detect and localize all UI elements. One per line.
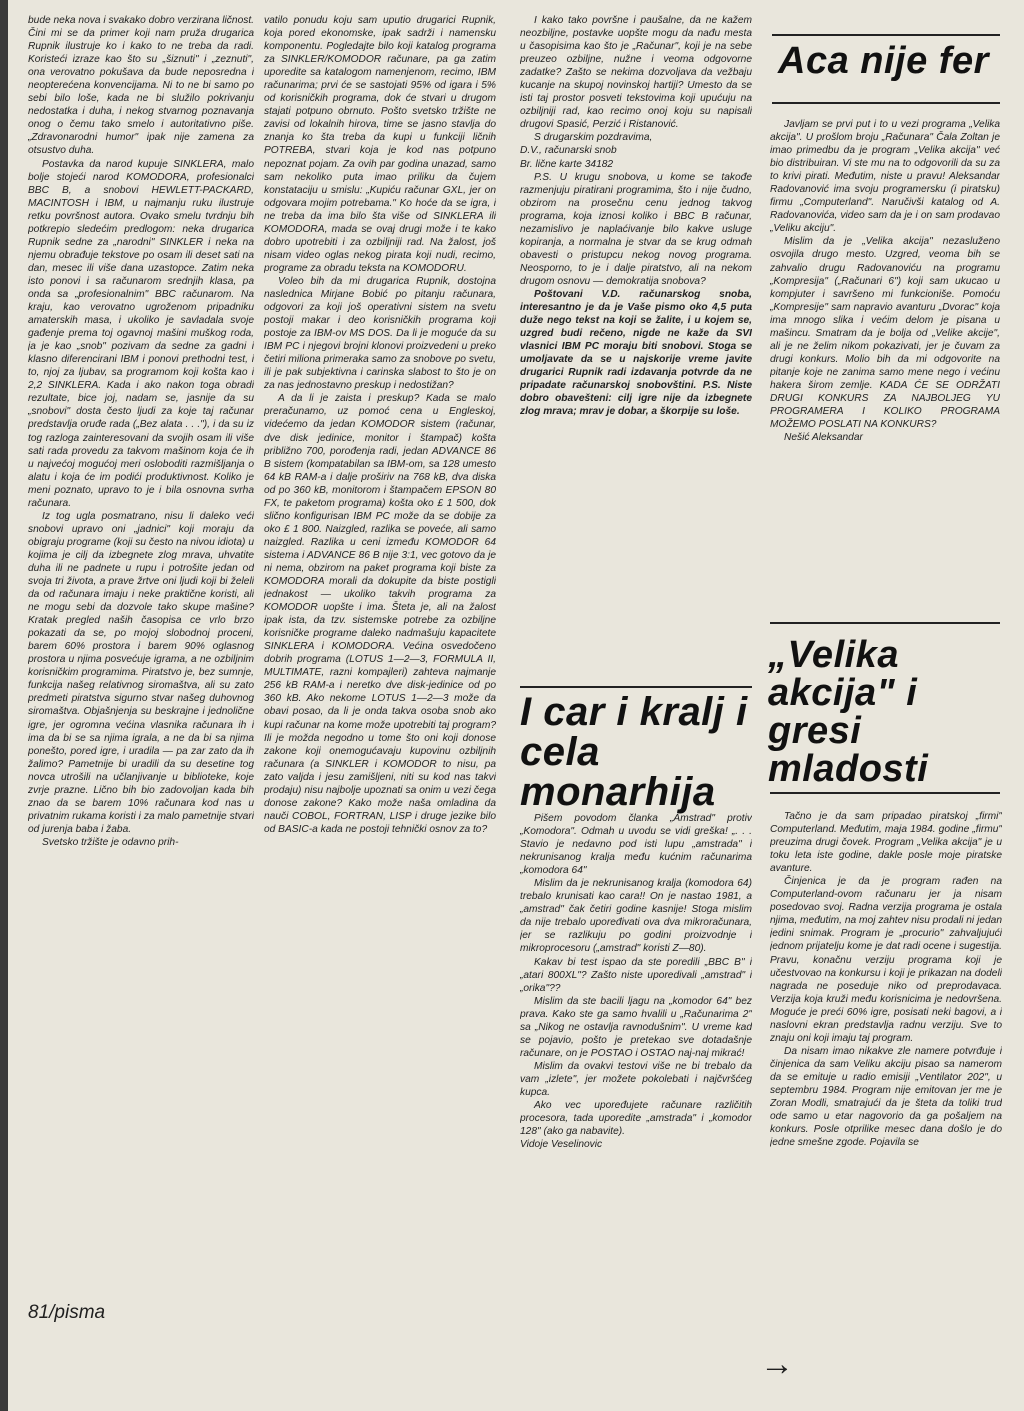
paragraph: bude neka nova i svakako dobro verzirana ličnost. Čini mi se da primer koji nam pruža drugarica Rupnik ilustruje ko i kako to ne treba da radi. Koristeći izraze kao što su „šiznuti" i „zeznuti", ona verovatno pokušava da bude neposredna i neopterećena konvencijama. Ni to ne bi samo po sebi bilo loše, kada ne bi služilo pokrivanju nedostatka i duha, i nekog stvarnog poznavanja onog o čemu tako smelo i autoritativno piše. „Zdravonarodni humor" ipak nije zamena za otsustvo duha. [28,15,254,157]
signature-line: Vidoje Veselinovic [520,1139,603,1151]
continue-arrow-icon: → [760,1345,794,1383]
paragraph: Tačno je da sam pripadao piratskoj „firmi" Computerland. Međutim, maja 1984. godine „firmu" preuzima drugi čovek. Program „Velika akcija" je u toku leta iste godine, dakle posle moje piratske avanture. [770,811,1002,875]
paragraph: Pišem povodom članka „Amstrad" protiv „Komodora". Odmah u uvodu se vidi greška! „. . . Stavio je nedavno pod isti lupu „amstrada" i nekrunisanog kralja među kućnim računarima „komodora 64" [520,813,752,877]
signature-line: S drugarskim pozdravima, [534,132,653,144]
paragraph: I kako tako površne i paušalne, da ne kažem neozbiljne, postavke uopšte mogu da nađu mesta u časopisima kao što je „Računar", koji je na sebe preuzeo ozbiljne, nužne i veoma odgovorne zadatke? Zašto se nekima dozvoljava da vežbaju kucanje na skupoj novinskoj hartiji? Umesto da se isti taj prostor posveti tekstovima koji upućuju na ozbiljniji rad, kao recimo onoj koju su napisali drugovi Spasić, Perzić i Ristanović. [520,15,752,131]
paragraph: Kakav bi test ispao da ste poredili „BBC B" i „atari 800XL"? Zašto niste uporedivali „amstrad" i „orika"?? [520,956,752,994]
paragraph: Svetsko tržište je odavno prih- [42,836,179,848]
paragraph: Mislim da je „Velika akcija" nezasluženo osvojila drugo mesto. Uzgred, veoma bih se zahvalio drugu Radovanoviću na programu „Kompresija" („Računari 6") koji sam ukucao u kompjuter i savršeno mi funkcioniše. Pomoću „Kompresije" sam napravio avanturu „Dvorac" koja ima mnogo slika i većim delom je pisana u mašincu. Smatram da je bolja od „Velike akcije", ali je ne želim nikom pokazivati, jer je čuvam za drugi konkurs. Molio bih da mi odgovorite na pitanje koje ne zanima samo mene nego i većinu hakera širom zemlje. KADA ĆE SE ODRŽATI DRUGI KONKURS ZA NAJBOLJEG YU PROGRAMERA I KOLIKO PROGRAMA MOŽEMO POSLATI NA KONKURS? [770,236,1000,431]
divider [520,686,752,688]
divider [770,622,1000,624]
signature-line: Nešić Aleksandar [784,432,863,444]
page-edge-shadow [0,0,8,1411]
signature-line: D.V., računarski snob [520,145,617,157]
paragraph: Mislim da ovakvi testovi više ne bi trebalo da vam „izlete", jer možete pokolebati i najčvršćeg kupca. [520,1060,752,1098]
column-1 [28,14,254,1289]
paragraph: Činjenica je da je program rađen na Computerland-ovom računaru jer ja nisam posedovao svoj. Radna verzija programa je ostala njima, međutim, na moj zahtev nisu prodali ni jedan jedini snimak. Program je „procurio" zahvaljujući jednom prijatelju kome je dat radi ocene i sugestija. Pravu, konačnu verziju programa koji je učestvovao na konkursu i koji je prikazan na dodeli nagrada ne poseduje niko od preprodavaca. Verzija koja kruži među korisnicima je nedovršena. Moguće je preći 60% igre, posisati neki bagovi, a i naslovni ekran predstavlja radnu verziju. Sve to znaju oni koji imaju taj program. [770,876,1002,1044]
editor-reply: Poštovani V.D. računarskog snoba, interesantno je da je Vaše pismo oko 4,5 puta duže nego tekst na koji se žalite, i u kojem se, uzgred budi rečeno, nigde ne kaže da SVI vlasnici IBM PC moraju biti snobovi. Stoga se umoljavate da se u najskorije vreme javite drugarici Rupnik radi izdavanja potvrde da ne pripadate računarskoj snobovštini. P.S. Niste dobro obavešteni: cilj igre nije da izbegnete zlog mrava; mrav je dobar, a škorpije su loše. [520,288,752,418]
paragraph: P.S. U krugu snobova, u kome se takođe razmenjuju piratirani programima, što i nije čudno, obzirom na prosečnu cenu jednog takvog programa, koja iznosi koliko i BBC B računar, nezamislivo je naplaćivanje bilo kakve usluge kopiranja, a normalna je stvar da se krug odmah obavesti o pristupcu nekog novog programa. Neosporno, to je i dalje piratstvo, ali na nekom drugom osnovu — demokratija snobova? [520,171,752,287]
page-number: 81/pisma [28,1302,106,1323]
divider [772,102,1000,104]
headline-car-i-kralj: I car i kralj i cela monarhija [520,690,748,814]
column-3-letter-2 [520,812,752,1352]
paragraph: A da li je zaista i preskup? Kada se malo preračunamo, uz pomoć cena u Engleskoj, videćemo da jedan KOMODOR sistem (računar, dve disk jedinice, monitor i štampač) košta približno 700, porođenja radi, jedan ADVANCE 86 B sistem (kompatabilan sa IBM-om, sa 128 umesto 64 kB RAM-a i dalje proširiv na 768 kB, dva diska od po 360 kB, monitorom i štampačem EPSON 80 FX, te paketom programa) košta oko £ 1 500, dok slično konfigurisan IBM PC može da se dobije za oko £ 1 800. Naizgled, razlika se poveće, ali samo naizgled. Razlika u ceni između KOMODOR 64 sistema i ADVANCE 86 B nije 3:1, vec gotovo da je ni nema, obzirom na paket programa koji biste za KOMODORA morali da dokupite da biste postigli jednakost — ukoliko takvih programa za KOMODOR uopšte i ima. Šteta je, ali na žalost ipak ista, da tzv. sistemske potrebe za ozbiljne korisničke programe daleko nadmašuju kapacitete SINKLERA i KOMODORA. Većina osvedočeno dobrih programa (LOTUS 1—2—3, FORMULA II, MULTIMATE, razni kompajleri) zahteva najmanje 256 kB RAM-a i neretko dve disk-jedinice od po 360 kB. Ako nekome LOTUS 1—2—3 može da obavi posao, da li je onda takva osoba snob ako kupi računar na kome može upotrebiti taj program? Ili je možda negodno u tome što oni koji donose zakone koji onemogućavaju kupovinu ozbiljnih računara (a SINKLER i KOMODOR to nisu, pa zato valjda i jesu zamišljeni, niti su kod nas takvi prodaju) nisu najbolje upoznati sa onim u vezi čega donose zakone? Kako može naša omladina da nauči COBOL, FORTRAN, LISP i druge jezike bilo od BASIC-a kada ne postoji tehnički osnov za to? [264,393,496,835]
paragraph: Da nisam imao nikakve zle namere potvrđuje i činjenica da sam Veliku akciju pisao sa namerom da se emituje u radio emisiji „Ventilator 202", u septembru 1984. Program nije emitovan jer me je Zoran Modli, smatrajući da je šteta da toliki trud ode samo u etar nagovorio da ga pošaljem na konkurs. Posle otprilike mesec dana došlo je do jedne smešne zgode. Pojavila se [770,1045,1002,1149]
signature-line: Br. lične karte 34182 [520,158,614,170]
paragraph: Javljam se prvi put i to u vezi programa „Velika akcija". U prošlom broju „Računara" Čala Zoltan je imao primedbu da je program „Velika akcija" već bio distribuiran. Vi ste mu na to odgovorili da su za to krivi pirati. Međutim, niste u pravu! Aleksandar Radovanović ima svoju programersku (i piratsku) firmu „Computerland". Naručivši katalog od A. Radovanovića, video sam da je i on sam prodavao „Veliku akciju". [770,119,1000,235]
column-4-reply [770,810,1002,1370]
headline-velika-akcija: „Velika akcija" i gresi mladosti [768,634,929,790]
paragraph: Postavka da narod kupuje SINKLERA, malo bolje stojeći narod KOMODORA, profesionalci BBC B, a snobovi HEWLETT-PACKARD, MACINTOSH i IBM, u najmanju ruku ilustruje retku površnost autora. Ovako smelu tvrdnju bih potkrepio sledećim predlogom: neka drugarica Rupnik sedne za „narodni" SINKLER i neka na njemu obrađuje tekstove po osam ili deset sati na dan, mesec ili više dana uzastopce. Zatim neka isto ponovi i sa računarom srednjih klasa, pa onda sa „profesionalnim" BBC računarom. Na kraju, kao verovatno ugroženom pripadniku amaterskih masa, i ukoliko je savladala svoje gađenje prema toj ogavnoj mašini muškog roda, ja je kao „snob" pozivam da sedne za gadni i klasno diferencirani IBM i ponovi prethodni test, i to, njoj za ljubav, sa programom koji košta kao i 2,2 SINKLERA. Kada i ako nakon toga obradi rezultate, bice joj, nadam se, jasnije da su „snobovi" dosta često ljudi za koje taj računar predstavlja oruđe rada („Bez alata . . ."), i da su iz tog razloga zainteresovani da svojih osam ili više sati rada provedu za takvom mašinom koja će ih u najvećoj mogućoj meri osloboditi razmišljanja o alatu i koja će im podići produktivnost. Koliko je meni poznato, upravo to je i bila osnovna svrha računara. [28,158,254,509]
paragraph: Ako vec upoređujete računare različitih procesora, tada uporedite „amstrada" i „komodor 128" (ako ga nabavite). [520,1100,752,1138]
column-4-letter [770,118,1000,613]
divider [770,792,1000,794]
paragraph: vatilo ponudu koju sam uputio drugarici Rupnik, koja pored ekonomske, ipak sadrži i namensku komponentu. Pogledajte bilo koji katalog programa za SINKLER/KOMODOR računare, pa ga zatim uporedite sa katalogom namenjenom, recimo, IBM računarima; prvi će se sastojati 95% od igara i 5% od korisničkih programa, dok će stvari u drugom stajati potpuno obrnuto. Pošto svetsko tržište ne zavisi od lokalnih hirova, time se jasno stavlja do znanja ko šta treba da kupi u funkciji ličnih POTREBA, stvari koja je kod nas potpuno nepoznat pojam. Za ovih par godina unazad, samo sam nekoliko puta imao priliku da čujem konstataciju u smislu: „Kupiću računar GXL, jer on odgovara mojim potrebama." Ko hoće da se igra, i ne treba da ima bilo šta više od SINKLERA ili KOMODORA, mada se ovaj drugi može i te kako dobro upotrebiti i za ozbiljniji rad. Na žalost, još nisam video oglas nekog pirata koji nudi, recimo, programe za obradu teksta na KOMODORU. [264,15,496,274]
paragraph: Voleo bih da mi drugarica Rupnik, dostojna naslednica Mirjane Bobić po pitanju računara, odgovori za koji još operativni sistem na svetu postoji makar i deo korisničkih programa koji postoje za IBM-ov MS DOS. Da li je moguće da su IBM PC i njegovi brojni klonovi proizvedeni u preko četiri miliona primeraka samo za snobove po svetu, ili je pak subjektivna i carinska slabost to što je on za nas jednostavno preskup i nedostižan? [264,275,496,392]
column-2 [264,14,496,1359]
paragraph: Mislim da je nekrunisanog kralja (komodora 64) trebalo krunisati kao cara!! On je nastao 1981, a „amstrad" čak četiri godine kasnije! Stoga mislim da nije trebalo upoređivati ova dva mikroračunara, jer se razlikuju po godini proizvodnje i mikroprocesoru („amstrad" koristi Z—80). [520,878,752,955]
divider [772,34,1000,36]
column-3-letter [520,14,752,684]
paragraph: Iz tog ugla posmatrano, nisu li daleko veći snobovi upravo oni „jadnici" koji moraju da obigraju programe (koji su često na nivou idiota) u kojima je cilj da izbegnete zlog mrava, uhvatite duha ili ne padnete u rupu i potrošite jedan od svoja tri života, a prave žrtve oni ljudi koji bi želeli da od računara imaju i neke praktične koristi, ali ne mogu sebi da dozvole tako skupe mašine? Kratak pregled naših časopisa ce vrlo brzo pokazati da se, po mojoj slobodnoj proceni, barem 60% prostora i barem 90% oglasnog prostora u njima posvećuje igrama, a ne ozbiljnim korisničkim programima. Piratstvo je, bez sumnje, funkcija našeg relativnog siromaštva, ali su zato predmeti piratstva sigurno stvar našeg duhovnog siromaštva. Objašnjenja su beskrajne i jednolične igre, jer ogromna većina vlasnika računara ih i ima da bi se sa njima igrala, a ne da bi sa njima ponešto, pored igre, i uradila — pa zar zato da ih žalimo? Pametnije bi uradili da su desetine tog novca utrošili na učlanjivanje u biblioteke, koje zvrje prazne. Lično bih bio zadovoljan kada bih znao da se barem 10% računara kod nas u privatnim rukama koristi i za malo pametnije stvari od jurenja baba i žaba. [28,510,254,835]
paragraph: Mislim da ste bacili ljagu na „komodor 64" bez prava. Kako ste ga samo hvalili u „Računarima 2" sa „Nikog ne ostavlja ravnodušnim". U vreme kad se pojavio, pošto je pretekao sve dotadašnje računare, on je POSTAO i OSTAO naj-naj mikrać! [520,995,752,1059]
headline-aca-nije-fer: Aca nije fer [778,40,989,82]
